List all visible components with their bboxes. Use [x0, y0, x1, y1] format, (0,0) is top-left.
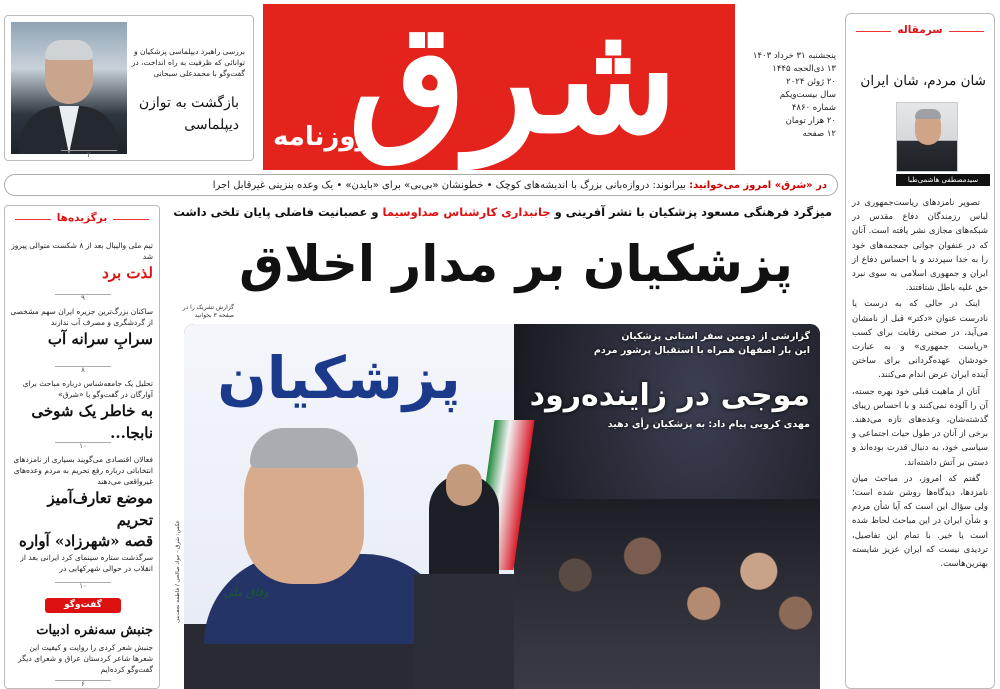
- story-item[interactable]: [9, 240, 153, 284]
- overlay-subhead: مهدی کروبی پیام داد: به پزشکیان رأی دهید: [607, 419, 810, 430]
- issue-date: پنجشنبه ۳۱ خرداد ۱۴۰۳: [752, 51, 836, 61]
- author-byline: سیدمصطفی هاشمی‌طبا: [896, 174, 990, 186]
- editorial-paragraph: آنان از ماهیت قبلی خود بهره جسته، آن را آلوده نمی‌کنند و با احساس زیبای گذشته‌شان، وعده‌های تازه می‌دهند. برخی از آنان در طول حیات اجتماعی و سیاسی خود، به دنبال قدرت بوده‌اند و دستی بر آتش داشته‌اند.: [852, 386, 988, 468]
- story-kicker: فعالان اقتصادی می‌گویند بسیاری از نامزدهای انتخاباتی درباره رفع تحریم به مردم وعده‌های غیرواقعی می‌دهند: [13, 455, 153, 486]
- story-item[interactable]: [9, 306, 153, 350]
- selected-stories-column: [4, 205, 160, 689]
- briefs-items: بیرانوند: دروازه‌بانی بزرگ با اندیشه‌های کوچک • خطونشان «بی‌بی» برای «بایدن» • یک وعده بنزینی غیرقابل اجرا: [212, 180, 686, 191]
- story-page-number: ۸: [55, 366, 111, 374]
- today-briefs-strip[interactable]: [4, 174, 838, 196]
- story-title[interactable]: لذت برد: [102, 264, 153, 282]
- story-item[interactable]: [9, 378, 153, 444]
- story-item[interactable]: [9, 454, 153, 531]
- story-kicker: ساکنان بزرگ‌ترین جزیره ایران سهم مشخصی از گردشگری و مصرف آب ندارند: [10, 307, 153, 327]
- issue-year: سال بیست‌ویکم: [779, 90, 836, 100]
- issue-number: شماره ۴۸۶۰: [791, 103, 836, 113]
- promo-page-number: ۲: [61, 150, 117, 159]
- story-title[interactable]: موضع تعارف‌آمیز تحریم: [47, 489, 153, 529]
- story-title[interactable]: سرابِ سرانه آب: [47, 330, 153, 348]
- story-item[interactable]: [9, 530, 153, 574]
- selected-header: برگزیده‌ها: [5, 212, 159, 224]
- editorial-header: سرمقاله: [846, 24, 994, 36]
- story-kicker: سرگذشت ستاره سینمای کرد ایرانی بعد از انقلاب در حوالی شهرکهایی در: [20, 553, 153, 573]
- banner-name: پزشکیان: [217, 344, 461, 412]
- story-page-number: ۱۰: [55, 582, 111, 590]
- story-title[interactable]: قصه «شهرزاد» آواره: [19, 532, 153, 550]
- masthead-logo: [263, 4, 735, 170]
- editorial-title[interactable]: شان مردم، شان ایران: [860, 73, 986, 89]
- promo-photo: [11, 22, 127, 154]
- briefs-lead: در «شرق» امروز می‌خوانید:: [689, 180, 827, 191]
- editorial-paragraph: گفتم که امروز، در مباحث میان نامزدها، دیدگاه‌ها روشن شده است؛ ولی سؤال این است که آیا شأن مردم و شأن ایران در این مباحث لحاظ شده است یا خیر. با تمام این تفاصیل، تردیدی نیست که ایران عزیز شایسته بهترین‌هاست.: [852, 473, 988, 570]
- overlay-headline[interactable]: موجی در زاینده‌رود: [529, 378, 810, 413]
- editorial-paragraph: تصویر نامزدهای ریاست‌جمهوری در لباس رزمندگان دفاع مقدس در شبکه‌های مجازی نشر یافته است. آنان که در عنفوان جوانی جمجمه‌های خود را به خدا سپردند و با احساس دفاع از ایران و جمهوری اسلامی به سوی نبرد حق علیه باطل شتافتند.: [852, 198, 988, 294]
- interview-badge: گفت‌وگو: [45, 598, 121, 613]
- story-page-number: ۹: [55, 294, 111, 302]
- banner-slogan: وفاق ملی: [224, 586, 269, 599]
- briefs-text: [213, 178, 827, 193]
- podium: [414, 574, 514, 689]
- overlay-kicker-1: گزارشی از دومین سفر استانی پزشکیان: [621, 331, 810, 342]
- main-headline[interactable]: پزشکیان بر مدار اخلاق: [239, 235, 793, 293]
- kicker-part-2: و عصبانیت فاضلی پایان تلخی داشت: [173, 205, 379, 219]
- promo-title[interactable]: بازگشت به توازن دیپلماسی: [138, 95, 239, 133]
- photo-caption: عکس: شرق - جواد صالحی / فاطمه نجف‌بنی: [175, 520, 181, 623]
- issue-gregorian-date: ۲۰ ژوئن ۲۰۲۴: [786, 77, 836, 87]
- overlay-kicker-2: این بار اصفهان همراه با استقبال پرشور مردم: [593, 345, 810, 356]
- issue-price: ۲۰ هزار تومان: [785, 116, 836, 126]
- report-reference: گزارش تشریک را در صفحه ۳ بخوانید: [182, 304, 234, 319]
- promo-kicker: بررسی راهبرد دیپلماسی پزشکیان و توانائی که ظرفیت به راه انداخت، در گفت‌وگو با محمدعلی سبحانی: [131, 47, 245, 78]
- main-photo[interactable]: [184, 324, 820, 689]
- editorial-column: [845, 13, 995, 689]
- kicker-part-red: جانبداری کارشناس صداوسیما: [382, 205, 551, 219]
- issue-hijri-date: ۱۳ ذی‌الحجه ۱۴۴۵: [772, 64, 836, 74]
- story-kicker: جنبش شعر کردی را روایت و کیفیت این شعرها شاعر کردستان عراق و شعرای دیگر گفت‌وگو کرده‌ایم: [18, 643, 153, 674]
- kicker-part-1: میزگرد فرهنگی مسعود پزشکیان با تشر آفرینی و: [554, 205, 832, 219]
- issue-pages: ۱۲ صفحه: [802, 129, 836, 139]
- issue-info: [740, 50, 836, 141]
- promo-box[interactable]: [4, 15, 254, 161]
- author-photo: [896, 102, 958, 172]
- story-page-number: ۶: [55, 680, 111, 688]
- story-page-number: ۱۰: [55, 442, 111, 450]
- logo-subtitle: روزنامه: [273, 122, 371, 152]
- editorial-body: [852, 196, 988, 573]
- editorial-paragraph: اینک در حالی که به درست یا نادرست عنوان «دکتر» قبل از نامشان می‌آید، در صحنی رقابت برای کسب «ریاست جمهوری» و به عبارت خودشان عهده‌گردانی برای ساختن آینده ایران عرض اندام می‌کنند.: [852, 299, 988, 381]
- story-title[interactable]: به خاطر یک شوخی نابجا...: [31, 402, 153, 442]
- logo-title: شرق: [348, 4, 678, 167]
- main-kicker: [173, 204, 832, 220]
- photo-overlay-text: [510, 330, 810, 432]
- story-item[interactable]: [9, 620, 153, 675]
- story-title[interactable]: جنبش سه‌نفره ادبیات: [36, 623, 153, 638]
- story-kicker: تحلیل یک جامعه‌شناس درباره مباحث برای آوارگان در گفت‌وگو با «شرق»: [22, 379, 153, 399]
- story-kicker: تیم ملی والیبال بعد از ۸ شکست متوالی پیروز شد: [11, 241, 153, 261]
